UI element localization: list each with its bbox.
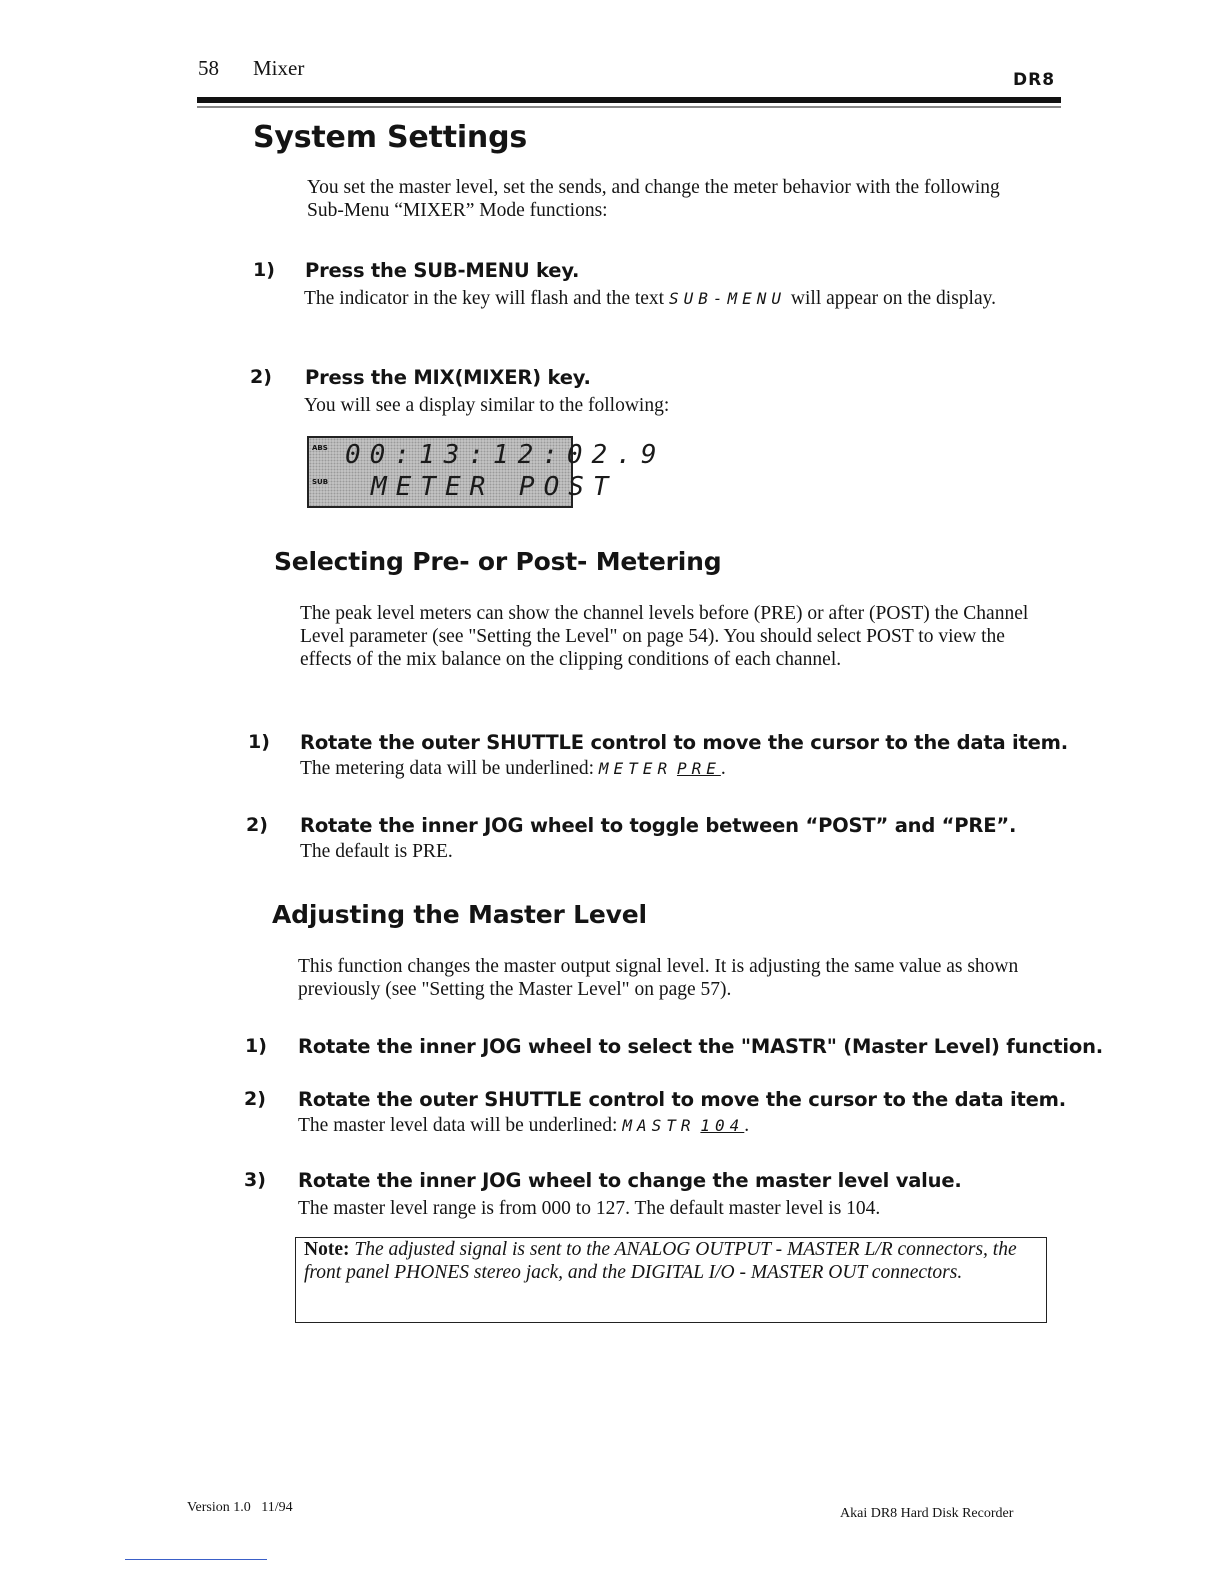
page-number: 58 <box>198 56 219 80</box>
step-description <box>304 287 1034 310</box>
page-edge-mark <box>125 1559 267 1560</box>
running-header: Mixer <box>253 56 305 80</box>
section-title-metering: Selecting Pre- or Post- Metering <box>274 547 722 576</box>
step-number: 2) <box>246 814 268 836</box>
step-desc-text: The metering data will be underlined: <box>300 758 595 779</box>
note-text: The adjusted signal is sent to the ANALOG OUTPUT - MASTER L/R connectors, the front panel PHONES stereo jack, and the DIGITAL I/O - MASTER OUT connectors. <box>304 1239 1017 1283</box>
section-title-system-settings: System Settings <box>253 120 528 155</box>
header-rule <box>197 97 1061 103</box>
lcd-inline-mastr-value: 104 <box>700 1116 745 1135</box>
dr8-logo: DR8 <box>1013 70 1056 90</box>
lcd-row-meter: METER POST <box>371 472 618 502</box>
step-number: 1) <box>245 1035 267 1057</box>
lcd-display <box>307 436 666 508</box>
step-description: The default is PRE. <box>300 841 453 862</box>
lcd-inline-meter-value: PRE <box>676 759 721 778</box>
system-settings-intro: You set the master level, set the sends, and change the meter behavior with the following Sub-Menu “MIXER” Mode functions: <box>307 177 1000 221</box>
footer-version: Version 1.0 11/94 <box>187 1500 293 1515</box>
step-number: 1) <box>248 731 270 753</box>
step-number: 3) <box>244 1169 266 1191</box>
master-intro: This function changes the master output signal level. It is adjusting the same value as shown previously (see "Setting the Master Level" on page 57). <box>298 956 1019 1000</box>
step-number: 1) <box>253 259 275 281</box>
step-title-select-mastr: Rotate the inner JOG wheel to select the "MASTR" (Master Level) function. <box>298 1035 1103 1058</box>
step-title-press-sub-menu: Press the SUB-MENU key. <box>305 259 580 282</box>
footer-product: Akai DR8 Hard Disk Recorder <box>840 1506 1014 1521</box>
lcd-inline-meter: METER <box>598 759 673 778</box>
lcd-inline-mastr: MASTR <box>622 1116 696 1135</box>
lcd-tag-sub: SUB <box>312 478 329 486</box>
step-description: The master level data will be underlined: MASTR 104. <box>298 1115 750 1136</box>
lcd-inline-sub-menu: SUB-MENU <box>668 289 787 308</box>
section-title-master-level: Adjusting the Master Level <box>272 900 647 929</box>
step-number: 2) <box>244 1088 266 1110</box>
step-description: You will see a display similar to the following: <box>304 395 670 416</box>
step-title-rotate-shuttle-master: Rotate the outer SHUTTLE control to move the cursor to the data item. <box>298 1088 1067 1111</box>
metering-intro: The peak level meters can show the channel levels before (PRE) or after (POST) the Channel Level parameter (see "Setting the Level" on page 54). You should select POST to view the effects of the mix balance on the clipping conditions of each channel. <box>300 603 1029 670</box>
step-description: The metering data will be underlined: METER PRE. <box>300 758 726 779</box>
step-description: The master level range is from 000 to 127. The default master level is 104. <box>298 1198 881 1219</box>
step-title-press-mix: Press the MIX(MIXER) key. <box>305 366 591 389</box>
note-label: Note: <box>304 1239 350 1260</box>
step-title-rotate-jog-toggle: Rotate the inner JOG wheel to toggle between “POST” and “PRE”. <box>300 814 1017 837</box>
step-title-change-master-value: Rotate the inner JOG wheel to change the master level value. <box>298 1169 962 1192</box>
header-rule-thin <box>197 106 1061 108</box>
step-desc-part-a: The indicator in the key will flash and the text <box>304 288 665 309</box>
note-box <box>295 1237 1047 1323</box>
step-desc-text: The master level data will be underlined: <box>298 1115 618 1136</box>
lcd-row-time: 00:13:12:02.9 <box>345 440 666 470</box>
step-number: 2) <box>250 366 272 388</box>
step-desc-part-b: will appear on the display. <box>790 288 996 309</box>
lcd-tag-abs: ABS <box>312 444 328 452</box>
step-title-rotate-shuttle: Rotate the outer SHUTTLE control to move the cursor to the data item. <box>300 731 1069 754</box>
